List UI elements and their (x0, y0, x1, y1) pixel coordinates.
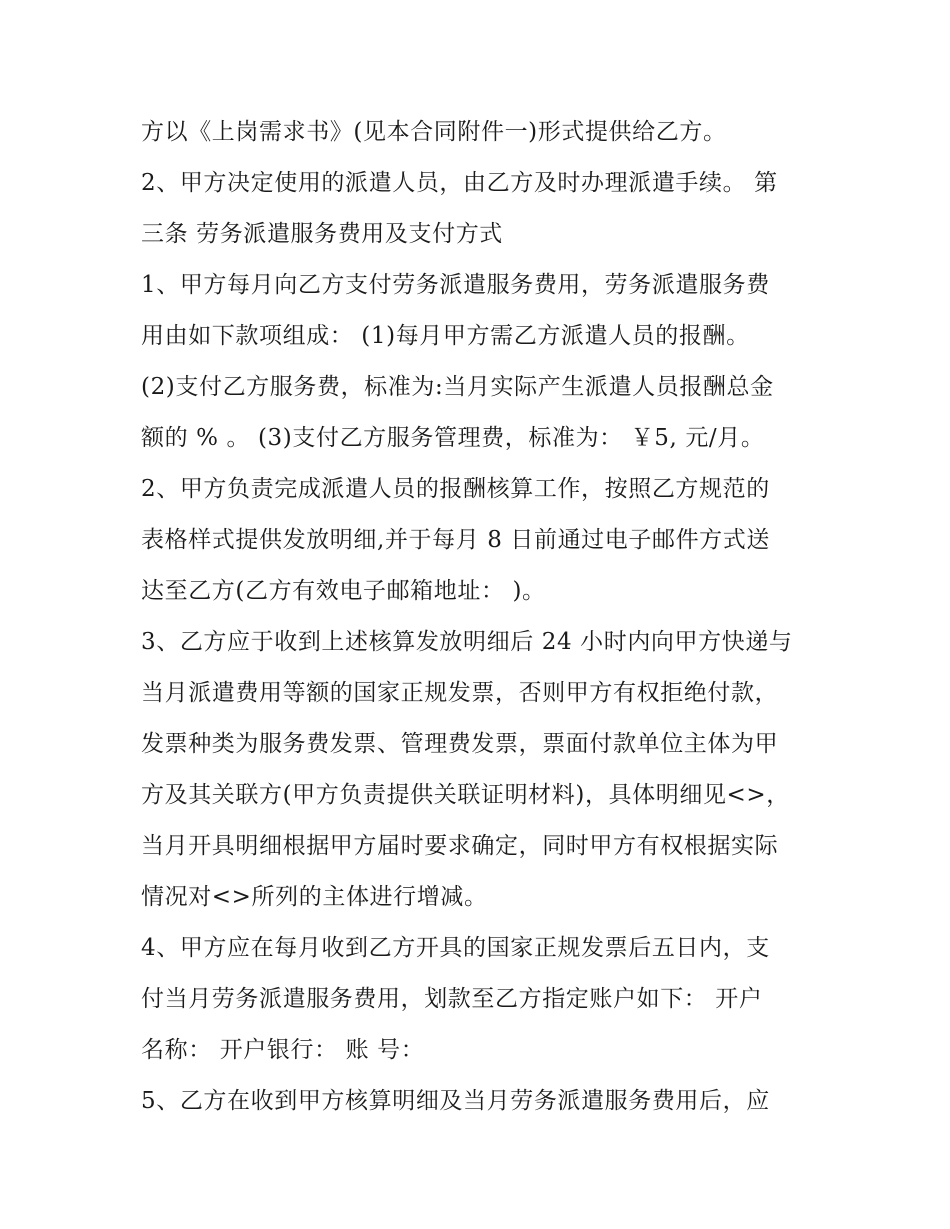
text-line: 额的 % 。 (3)支付乙方服务管理费，标准为： ￥5, 元/月。 (141, 425, 765, 451)
text-line: 2、甲方决定使用的派遣人员，由乙方及时办理派遣手续。 第 (141, 170, 778, 196)
text-line: 当月开具明细根据甲方届时要求确定，同时甲方有权根据实际 (141, 833, 779, 859)
text-line: 三条 劳务派遣服务费用及支付方式 (141, 221, 503, 247)
text-line: 表格样式提供发放明细,并于每月 8 日前通过电子邮件方式送 (141, 527, 770, 553)
text-line: 3、乙方应于收到上述核算发放明细后 24 小时内向甲方快递与 (141, 629, 793, 655)
text-line: 4、甲方应在每月收到乙方开具的国家正规发票后五日内，支 (141, 935, 770, 961)
text-line: (2)支付乙方服务费，标准为:当月实际产生派遣人员报酬总金 (141, 374, 774, 400)
text-line: 情况对<>所列的主体进行增减。 (141, 884, 488, 910)
text-line: 1、甲方每月向乙方支付劳务派遣服务费用，劳务派遣服务费 (141, 272, 770, 298)
text-line: 付当月劳务派遣服务费用，划款至乙方指定账户如下： 开户 (141, 986, 763, 1012)
text-line: 用由如下款项组成： (1)每月甲方需乙方派遣人员的报酬。 (141, 323, 750, 349)
document-body (141, 107, 821, 1127)
text-line: 发票种类为服务费发票、管理费发票，票面付款单位主体为甲 (141, 731, 779, 757)
text-line: 方及其关联方(甲方负责提供关联证明材料)，具体明细见<>， (141, 782, 790, 808)
text-line: 当月派遣费用等额的国家正规发票，否则甲方有权拒绝付款， (141, 680, 779, 706)
text-line: 方以《上岗需求书》(见本合同附件一)形式提供给乙方。 (141, 119, 727, 145)
text-line: 2、甲方负责完成派遣人员的报酬核算工作，按照乙方规范的 (141, 476, 770, 502)
text-line: 5、乙方在收到甲方核算明细及当月劳务派遣服务费用后，应 (141, 1088, 770, 1114)
text-line: 达至乙方(乙方有效电子邮箱地址： )。 (141, 578, 546, 604)
text-line: 名称： 开户银行： 账 号： (141, 1037, 425, 1063)
